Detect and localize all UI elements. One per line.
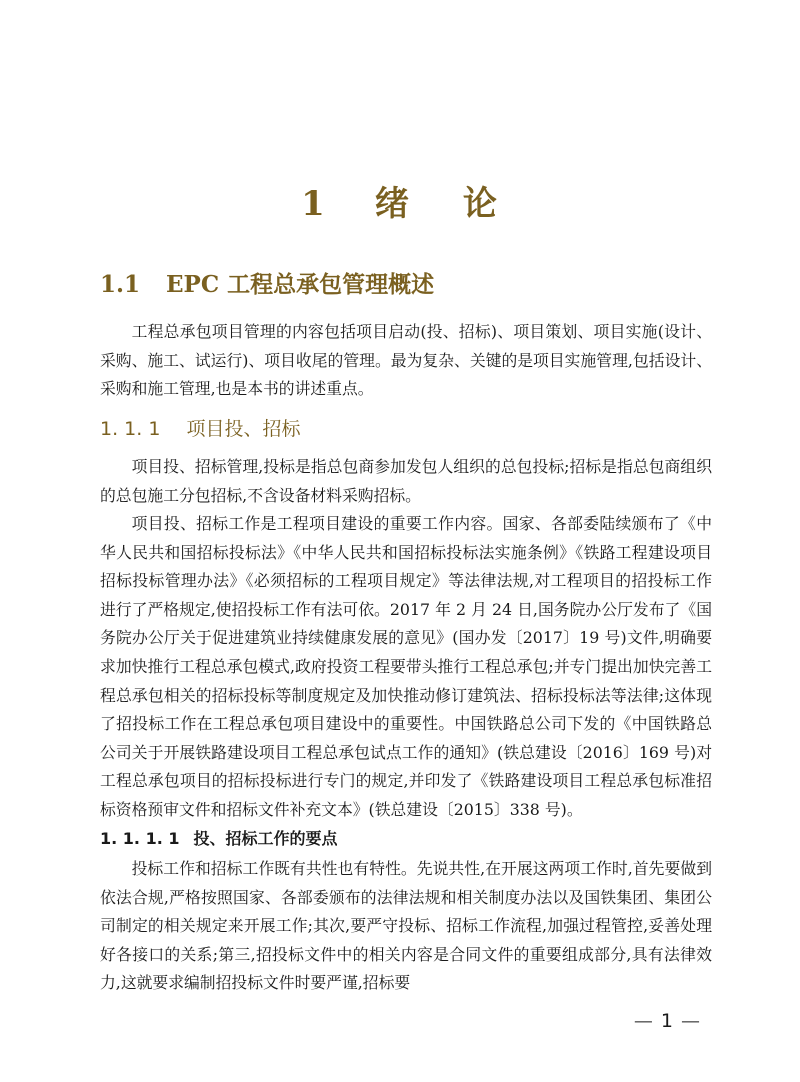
subsubsection-title: 投、招标工作的要点 xyxy=(193,829,338,848)
chapter-number: 1 xyxy=(301,184,327,224)
section-title: EPC 工程总承包管理概述 xyxy=(166,271,435,298)
page-number-dash-left: — xyxy=(633,1010,653,1032)
page-number-dash-right: — xyxy=(681,1010,700,1032)
paragraph-bidding-regulations: 项目投、招标工作是工程项目建设的重要工作内容。国家、各部委陆续颁布了《中华人民共和国招标投标法》《中华人民共和国招标投标法实施条例》《铁路工程建设项目招标投标管理办法》《必须招标的工程项目规定》等法律法规,对工程项目的招投标工作进行了严格规定,使招投标工作有法可依。2017 年 2 月 24 日,国务院办公厅发布了《国务院办公厅关于促进建筑业持续健康发展的意见》(国办发〔2017〕19 号)文件,明确要求加快推行工程总承包模式,政府投资工程要带头推行工程总承包;并专门提出加快完善工程总承包相关的招标投标等制度规定及加快推动修订建筑法、招标投标法等法律;这体现了招投标工作在工程总承包项目建设中的重要性。中国铁路总公司下发的《中国铁路总公司关于开展铁路建设项目工程总承包试点工作的通知》(铁总建设〔2016〕169 号)对工程总承包项目的招标投标进行专门的规定,并印发了《铁路建设项目工程总承包标准招标资格预审文件和招标文件补充文本》(铁总建设〔2015〕338 号)。 xyxy=(100,514,712,819)
subsection-number: 1. 1. 1 xyxy=(100,418,161,440)
chapter-title-part2: 论 xyxy=(462,184,499,224)
section-number: 1.1 xyxy=(100,271,141,298)
page-number-value: 1 xyxy=(660,1010,673,1032)
paragraph-intro: 工程总承包项目管理的内容包括项目启动(投、招标)、项目策划、项目实施(设计、采购、施工、试运行)、项目收尾的管理。最为复杂、关键的是项目实施管理,包括设计、采购和施工管理,也是本书的讲述重点。 xyxy=(100,322,712,399)
section-heading-1-1-1-1 xyxy=(100,826,338,849)
section-heading-1-1 xyxy=(100,266,434,299)
chapter-title-part1: 绪 xyxy=(374,184,411,224)
page-number xyxy=(626,1010,708,1032)
chapter-title xyxy=(0,176,800,225)
paragraph-bidding-definition: 项目投、招标管理,投标是指总包商参加发包人组织的总包投标;招标是指总包商组织的总包施工分包招标,不含设备材料采购招标。 xyxy=(100,457,712,505)
section-heading-1-1-1 xyxy=(100,414,300,441)
paragraph-key-points: 投标工作和招标工作既有共性也有特性。先说共性,在开展这两项工作时,首先要做到依法合规,严格按照国家、各部委颁布的法律法规和相关制度办法以及国铁集团、集团公司制定的相关规定来开展工作;其次,要严守投标、招标工作流程,加强过程管控,妥善处理好各接口的关系;第三,招投标文件中的相关内容是合同文件的重要组成部分,具有法律效力,这就要求编制招投标文件时要严谨,招标要 xyxy=(100,859,712,993)
subsubsection-number: 1. 1. 1. 1 xyxy=(100,829,180,848)
subsection-title: 项目投、招标 xyxy=(186,418,301,440)
